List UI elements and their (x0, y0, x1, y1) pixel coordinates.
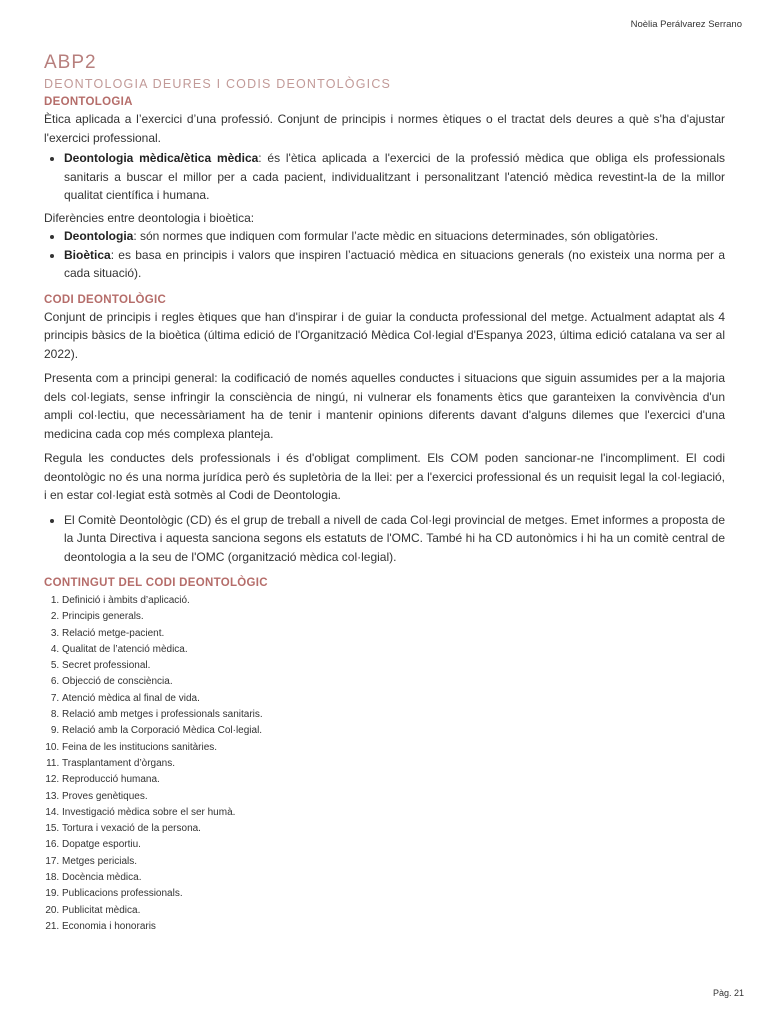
contents-item: 7. Atenció mèdica al final de vida. (62, 691, 725, 707)
contents-item: 13. Proves genètiques. (62, 789, 725, 805)
contents-item: 12. Reproducció humana. (62, 772, 725, 788)
contents-item: 16. Dopatge esportiu. (62, 837, 725, 853)
list-item: • El Comitè Deontològic (CD) és el grup de treball a nivell de cada Col·legi provincial de metges. Emet informes a proposta de la Junta Directiva i aquesta sanciona segons els estatuts de l'OMC. També hi ha CD autonòmics i hi ha un comitè central de deontologia a la seu de l'OMC (organització mèdica col·legial). (64, 511, 725, 567)
bullet-term: Deontologia (64, 229, 134, 243)
codi-paragraph: Regula les conductes dels professionals i és d'obligat compliment. Els COM poden sancionar-ne l'incompliment. El codi deontològic no és una norma jurídica però és supletòria de la llei: per a l'exercici professional és un requisit legal la col·legiació, i en estar col·legiat està sotmès al Codi de Deontologia. (44, 451, 725, 502)
codi-bullets (44, 511, 725, 567)
contents-item: 5. Secret professional. (62, 658, 725, 674)
contents-item: 9. Relació amb la Corporació Mèdica Col·legial. (62, 723, 725, 739)
contents-item: 6. Objecció de consciència. (62, 674, 725, 690)
differences-intro: Diferències entre deontologia i bioètica: (44, 210, 255, 225)
bullet-text: : és l'ètica aplicada a l'exercici de la professió mèdica que obliga els professionals sanitaris a buscar el millor per a cada pacient, individualitzant i personalitzant l'atenció mèdica revestint-la de la millor qualitat científica i humana. (64, 151, 725, 202)
contents-item: 15. Tortura i vexació de la persona. (62, 821, 725, 837)
contents-item: 3. Relació metge-pacient. (62, 626, 725, 642)
contents-item: 1. Definició i àmbits d’aplicació. (62, 593, 725, 609)
contents-item: 10. Feina de les institucions sanitàries. (62, 740, 725, 756)
bullet-text: : són normes que indiquen com formular l’acte mèdic en situacions determinades, són obligatòries. (133, 229, 659, 243)
contents-item: 4. Qualitat de l’atenció mèdica. (62, 642, 725, 658)
contents-item: 2. Principis generals. (62, 609, 725, 625)
bullet-text: : es basa en principis i valors que inspiren l’actuació mèdica en situacions generals (no existeix una norma per a cada situació). (64, 247, 725, 280)
deontologia-bullets (44, 149, 725, 205)
deontologia-heading: DEONTOLOGIA (44, 96, 133, 108)
contents-item: 17. Metges pericials. (62, 854, 725, 870)
deontologia-intro: Ètica aplicada a l’exercici d’una professió. Conjunt de principis i normes ètiques o el tractat dels deures a què s'ha d'ajustar l'exercici professional. (44, 112, 725, 145)
differences-list (44, 227, 725, 283)
contents-item: 20. Publicitat mèdica. (62, 903, 725, 919)
codi-paragraph: Conjunt de principis i regles ètiques que han d'inspirar i de guiar la conducta professional del metge. Actualment adaptat als 4 principis bàsics de la bioètica (última edició de l'Organització Mèdica Col·legial d'Espanya 2023, última edició catalana va ser al 2022). (44, 309, 725, 361)
contents-list (44, 593, 725, 935)
list-item (64, 227, 725, 246)
codi-paragraph: Presenta com a principi general: la codificació de només aquelles conductes i situacions que siguin assumides per a la majoria dels col·legiats, sense infringir la consciència de ningú, ni vulnerar els fonaments ètics que garanteixen la convivència d'un ampli col·lectiu, que necessàriament ha de tenir i mantenir opinions diferents davant d'alguns dilemes que l'exercici d'una medicina cada cop més complexa planteja. (44, 371, 725, 441)
contents-item: 11. Trasplantament d’òrgans. (62, 756, 725, 772)
contents-item: 19. Publicacions professionals. (62, 886, 725, 902)
list-item (64, 246, 725, 283)
header-author: Noèlia Perálvarez Serrano (630, 19, 742, 30)
contents-item: 14. Investigació mèdica sobre el ser humà. (62, 805, 725, 821)
contents-item: 8. Relació amb metges i professionals sanitaris. (62, 707, 725, 723)
bullet-term: Bioètica (64, 247, 111, 262)
document-subtitle: DEONTOLOGIA DEURES I CODIS DEONTOLÒGICS (44, 77, 392, 91)
contingut-heading: CONTINGUT DEL CODI DEONTOLÒGIC (44, 577, 268, 589)
document-title: ABP2 (44, 52, 97, 73)
contents-item: 21. Economia i honoraris (62, 919, 725, 935)
bullet-term: Deontologia mèdica/ètica mèdica (64, 151, 259, 165)
codi-heading: CODI DEONTOLÒGIC (44, 293, 167, 306)
contents-item: 18. Docència mèdica. (62, 870, 725, 886)
page-content (44, 52, 725, 935)
page-number: Pàg. 21 (712, 988, 744, 998)
list-item (64, 149, 725, 205)
